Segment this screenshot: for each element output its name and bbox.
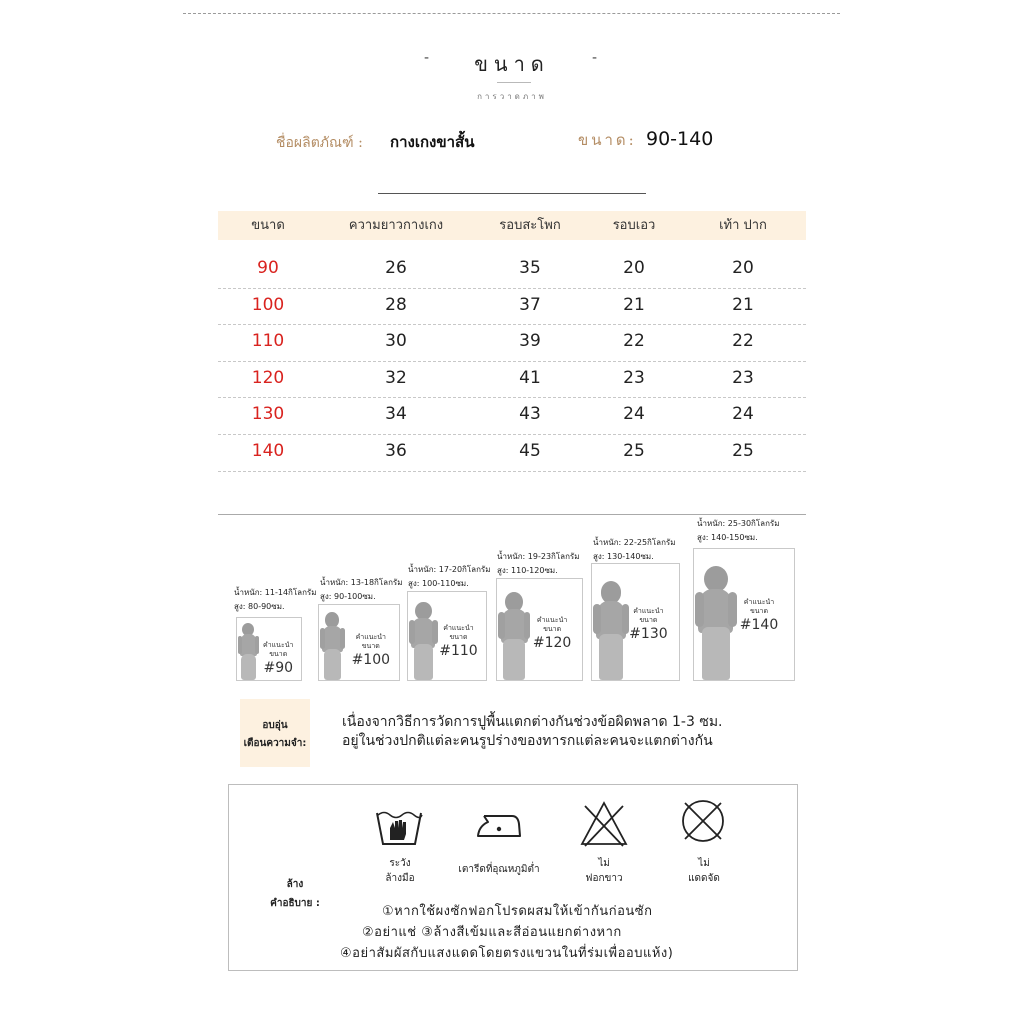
height-range: สูง: 130-140ซม. xyxy=(593,552,654,561)
cell-pants-length: 26 xyxy=(385,258,407,278)
cell-leg-opening: 25 xyxy=(732,441,754,461)
no-bleach-caption xyxy=(585,856,622,886)
care-label-line2: คำอธิบาย : xyxy=(270,898,320,909)
recommendation-label: คำแนะนำ xyxy=(633,607,664,616)
cell-size: 90 xyxy=(257,258,279,278)
care-note-1: ①หากใช้ผงซักฟอกโปรดผสมให้เข้ากันก่อนซัก xyxy=(382,904,653,919)
weight-range: น้ำหนัก: 19-23กิโลกรัม xyxy=(497,552,580,561)
recommended-size: #120 xyxy=(532,635,572,652)
recommended-size: #140 xyxy=(739,616,779,633)
header-hip: รอบสะโพก xyxy=(499,218,561,233)
header-dash-right: - xyxy=(592,50,598,66)
care-note-2: ②อย่าแช่ ③ล้างสีเข้มและสีอ่อนแยกต่างหาก xyxy=(362,925,622,940)
product-size-value: 90-140 xyxy=(646,128,714,150)
no-tumble-dry-caption-line2: แดดจัด xyxy=(688,873,720,884)
size-recommendation xyxy=(740,598,778,634)
cell-leg-opening: 24 xyxy=(732,404,754,425)
recommendation-sublabel: ขนาด xyxy=(543,625,562,634)
size-recommendation xyxy=(629,607,667,643)
child-silhouette xyxy=(409,602,438,680)
size-recommendation xyxy=(352,633,390,669)
hand-wash-caption-line1: ระวัง xyxy=(389,858,411,869)
cell-pants-length: 36 xyxy=(385,441,407,461)
table-row xyxy=(218,361,806,399)
top-dashed-divider xyxy=(183,13,840,14)
size-guide-divider xyxy=(218,514,806,515)
cell-hip: 35 xyxy=(519,258,541,278)
child-silhouette xyxy=(238,623,259,680)
cell-hip: 39 xyxy=(519,331,541,352)
reminder-label-line1: อบอุ่น xyxy=(262,720,288,731)
title-underline xyxy=(497,82,531,83)
header-size: ขนาด xyxy=(251,218,285,233)
page-subtitle: การวาดภาพ xyxy=(477,92,547,101)
cell-hip: 45 xyxy=(519,441,541,461)
no-bleach-caption-line1: ไม่ xyxy=(598,858,610,869)
height-range: สูง: 80-90ซม. xyxy=(234,602,285,611)
recommended-size: #110 xyxy=(439,643,478,660)
care-note-3: ④อย่าสัมผัสกับแสงแดดโดยตรงแขวนในที่ร่มเพื่ออบแห้ง) xyxy=(340,946,674,961)
recommendation-label: คำแนะนำ xyxy=(355,632,386,641)
size-recommendation xyxy=(533,616,571,652)
product-name-label: ชื่อผลิตภัณฑ์ : xyxy=(276,135,363,151)
recommendation-sublabel: ขนาด xyxy=(639,616,658,625)
cell-waist: 25 xyxy=(623,441,645,461)
cell-pants-length: 30 xyxy=(385,331,407,352)
size-recommendation xyxy=(439,624,477,660)
cell-pants-length: 34 xyxy=(385,404,407,425)
header-waist: รอบเอว xyxy=(612,218,656,233)
header-leg-opening: เท้า ปาก xyxy=(719,218,767,233)
cell-waist: 23 xyxy=(623,367,645,388)
cell-waist: 20 xyxy=(623,258,645,278)
cell-waist: 21 xyxy=(623,294,645,315)
table-row xyxy=(218,324,806,362)
hand-wash-icon xyxy=(374,804,424,848)
recommended-size: #90 xyxy=(263,659,294,676)
recommendation-sublabel: ขนาด xyxy=(449,633,468,642)
table-row xyxy=(218,288,806,326)
reminder-text xyxy=(342,713,723,751)
cell-leg-opening: 20 xyxy=(732,258,754,278)
recommended-size: #100 xyxy=(351,651,391,668)
cell-size: 130 xyxy=(251,404,285,425)
recommendation-label: คำแนะนำ xyxy=(443,624,474,633)
care-label-line1: ล้าง xyxy=(286,879,304,890)
height-range: สูง: 110-120ซม. xyxy=(497,566,558,575)
cell-leg-opening: 22 xyxy=(732,331,754,352)
child-silhouette xyxy=(498,592,530,680)
height-range: สูง: 90-100ซม. xyxy=(320,592,376,601)
size-guide-info xyxy=(497,550,580,578)
child-silhouette xyxy=(695,566,737,680)
height-range: สูง: 100-110ซม. xyxy=(408,579,469,588)
cell-hip: 43 xyxy=(519,404,541,425)
no-bleach-caption-line2: ฟอกขาว xyxy=(585,873,623,884)
cell-hip: 37 xyxy=(519,294,541,315)
cell-waist: 24 xyxy=(623,404,645,425)
child-silhouette xyxy=(320,612,345,680)
reminder-text-line1: เนื่องจากวิธีการวัดการปูพื้นแตกต่างกันช่วงข้อผิดพลาด 1-3 ซม. xyxy=(342,714,723,730)
cell-hip: 41 xyxy=(519,367,541,388)
height-range: สูง: 140-150ซม. xyxy=(697,533,758,542)
section-divider xyxy=(378,193,646,194)
no-bleach-icon xyxy=(580,800,628,848)
recommendation-label: คำแนะนำ xyxy=(263,640,294,649)
hand-wash-caption-line2: ล้างมือ xyxy=(385,873,415,884)
cell-size: 110 xyxy=(251,331,285,352)
iron-caption xyxy=(458,862,539,877)
no-tumble-dry-caption-line1: ไม่ xyxy=(698,858,710,869)
table-row xyxy=(218,434,806,472)
cell-pants-length: 32 xyxy=(385,367,407,388)
iron-icon xyxy=(474,810,524,844)
weight-range: น้ำหนัก: 25-30กิโลกรัม xyxy=(697,519,780,528)
reminder-label-line2: เตือนความจำ: xyxy=(243,738,307,749)
iron-caption-line1: เตารีดที่อุณหภูมิต่ำ xyxy=(458,864,540,875)
weight-range: น้ำหนัก: 17-20กิโลกรัม xyxy=(408,565,491,574)
weight-range: น้ำหนัก: 11-14กิโลกรัม xyxy=(234,588,317,597)
child-silhouette xyxy=(593,581,629,680)
recommendation-sublabel: ขนาด xyxy=(269,649,288,658)
cell-pants-length: 28 xyxy=(385,294,407,315)
page-title: ขนาด xyxy=(474,52,550,76)
cell-size: 120 xyxy=(251,367,285,388)
cell-size: 140 xyxy=(251,441,285,461)
cell-waist: 22 xyxy=(623,331,645,352)
no-tumble-dry-caption xyxy=(688,856,720,886)
recommended-size: #130 xyxy=(629,626,668,643)
size-guide-info xyxy=(320,576,403,604)
size-recommendation xyxy=(263,641,293,677)
recommendation-label: คำแนะนำ xyxy=(743,597,775,606)
table-row xyxy=(218,251,806,289)
header-dash-left: - xyxy=(424,50,430,66)
no-tumble-dry-icon xyxy=(680,798,726,844)
size-guide-info xyxy=(234,586,317,614)
table-row xyxy=(218,397,806,435)
size-guide-info xyxy=(697,517,780,545)
weight-range: น้ำหนัก: 13-18กิโลกรัม xyxy=(320,578,403,587)
size-guide-info xyxy=(408,563,491,591)
cell-leg-opening: 21 xyxy=(732,294,754,315)
care-label xyxy=(255,875,335,913)
recommendation-label: คำแนะนำ xyxy=(536,616,568,625)
recommendation-sublabel: ขนาด xyxy=(749,606,769,615)
size-table-header xyxy=(218,211,806,240)
cell-size: 100 xyxy=(251,294,285,315)
hand-wash-caption xyxy=(385,856,414,886)
header-pants-length: ความยาวกางเกง xyxy=(348,218,444,233)
size-guide-info xyxy=(593,536,676,564)
cell-leg-opening: 23 xyxy=(732,367,754,388)
product-name-value: กางเกงขาสั้น xyxy=(390,133,475,151)
recommendation-sublabel: ขนาด xyxy=(361,641,380,650)
reminder-label xyxy=(240,717,310,753)
reminder-text-line2: อยู่ในช่วงปกติแต่ละคนรูปร่างของทารกแต่ละคนจะแตกต่างกัน xyxy=(342,733,713,749)
weight-range: น้ำหนัก: 22-25กิโลกรัม xyxy=(593,538,676,547)
product-size-label: ขนาด: xyxy=(578,131,637,149)
